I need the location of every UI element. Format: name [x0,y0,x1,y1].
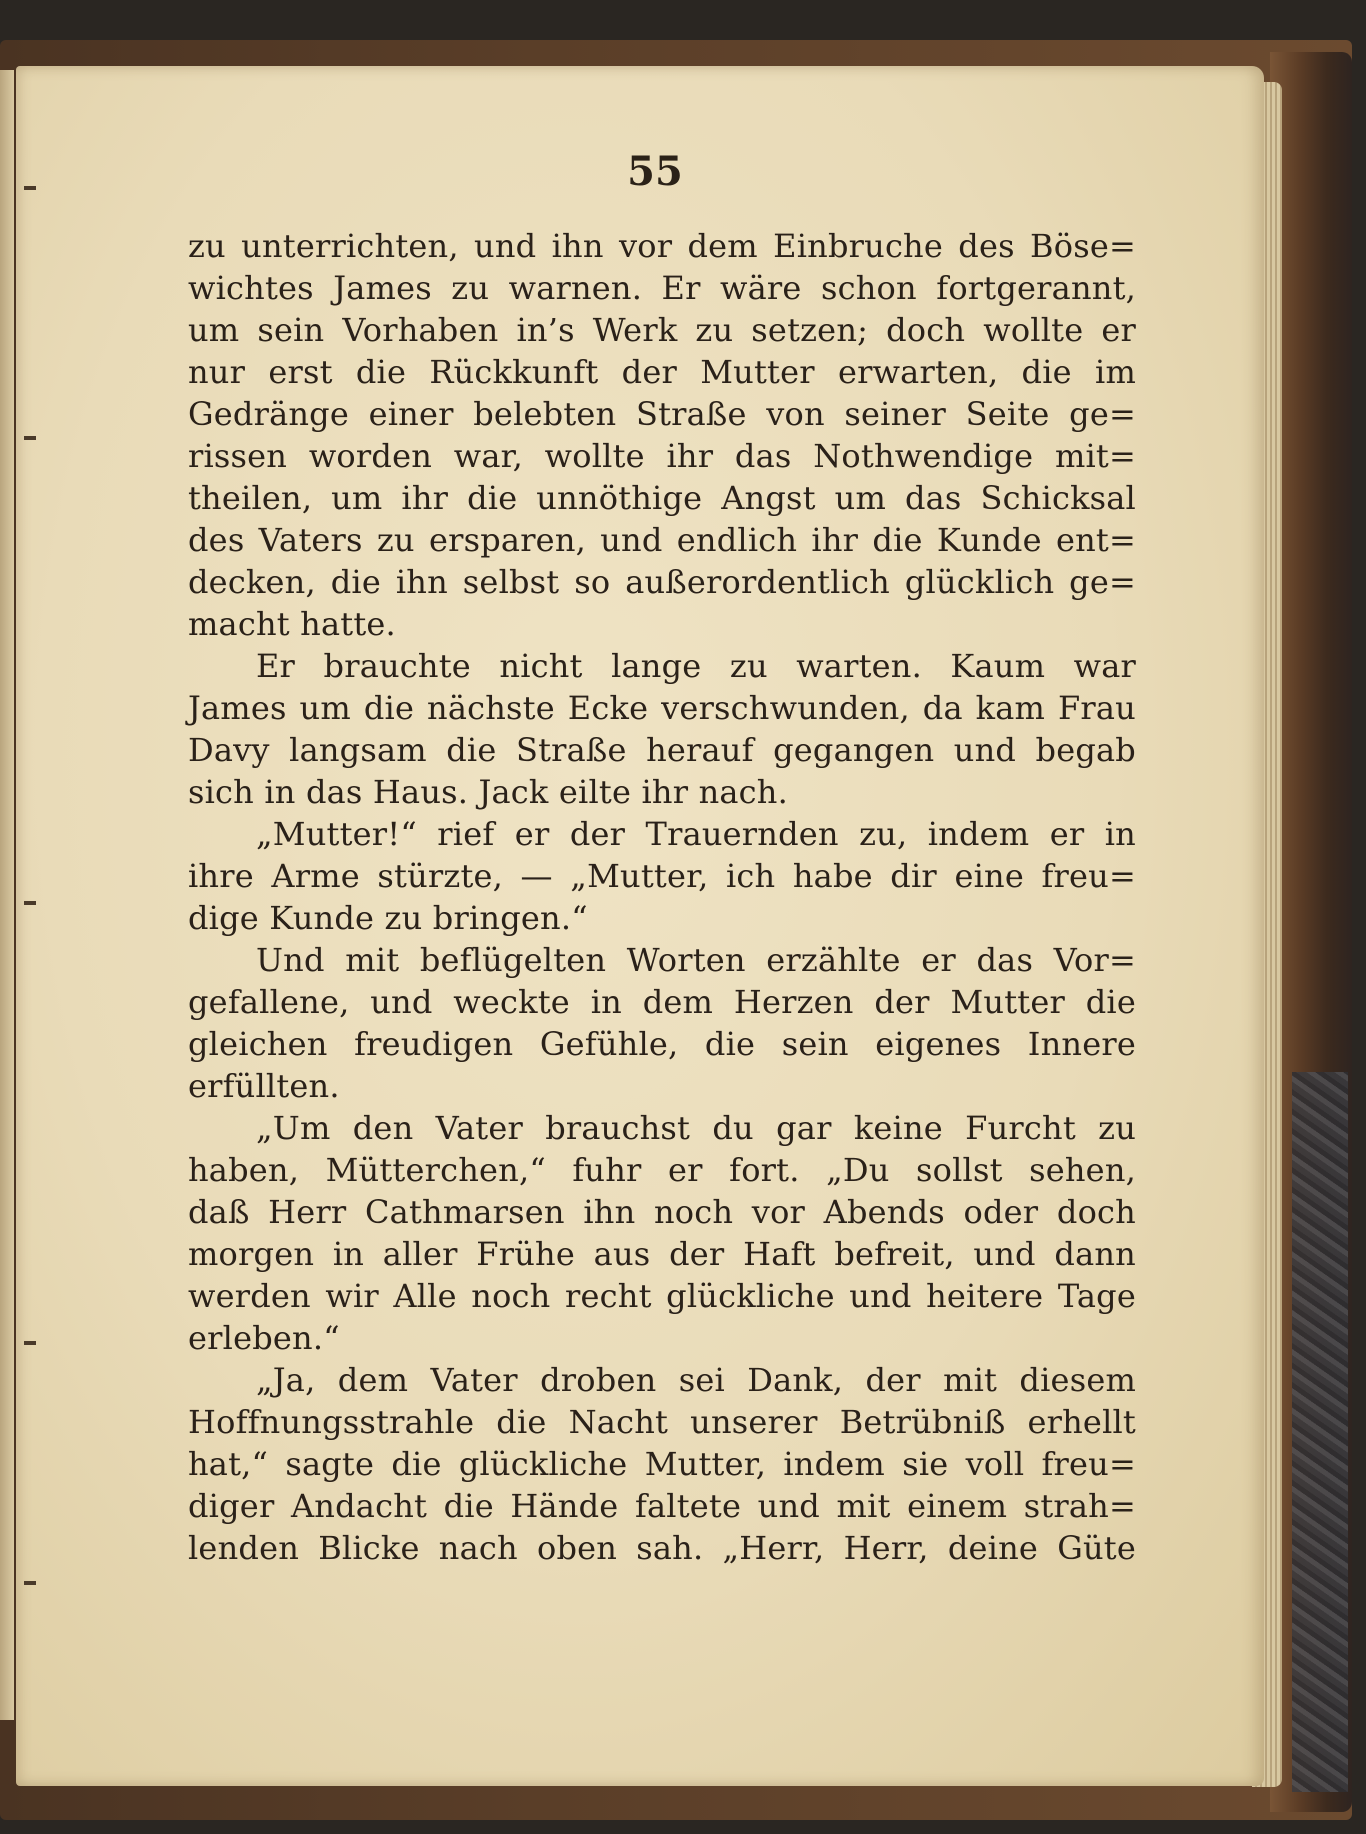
body-text [188,225,1136,1569]
text-line: wichtes James zu warnen. Er wäre schon fortgerannt, [188,269,1136,307]
text-line: Er brauchte nicht lange zu warten. Kaum war [256,647,1136,685]
text-line: Hoffnungsstrahle die Nacht unserer Betrübniß erhellt [188,1403,1136,1441]
text-line: James um die nächste Ecke verschwunden, da kam Frau [188,689,1136,727]
text-line: dige Kunde zu bringen.“ [188,899,588,937]
text-line: decken, die ihn selbst so außerordentlich glücklich ge= [188,563,1136,601]
margin-mark [24,1581,36,1585]
text-line: „Ja, dem Vater droben sei Dank, der mit diesem [256,1361,1136,1399]
text-line: ihre Arme stürzte, — „Mutter, ich habe dir eine freu= [188,857,1136,895]
text-line: rissen worden war, wollte ihr das Nothwendige mit= [188,437,1136,475]
page-number: 55 [627,148,683,195]
text-line: Gedränge einer belebten Straße von seiner Seite ge= [188,395,1136,433]
text-line: gefallene, und weckte in dem Herzen der Mutter die [188,983,1136,1021]
text-line: Und mit beflügelten Worten erzählte er das Vor= [256,941,1136,979]
cover-edge [1270,52,1352,1812]
text-line: gleichen freudigen Gefühle, die sein eigenes Innere [188,1025,1136,1063]
text-line: macht hatte. [188,605,396,643]
text-line: morgen in aller Frühe aus der Haft befreit, und dann [188,1235,1136,1273]
text-line: erfüllten. [188,1067,340,1105]
text-line: theilen, um ihr die unnöthige Angst um das Schicksal [188,479,1136,517]
text-line: „Mutter!“ rief er der Trauernden zu, indem er in [256,815,1136,853]
text-line: nur erst die Rückkunft der Mutter erwarten, die im [188,353,1136,391]
text-line: diger Andacht die Hände faltete und mit einem strah= [188,1487,1136,1525]
text-line: lenden Blicke nach oben sah. „Herr, Herr, deine Güte [188,1529,1136,1567]
text-line: erleben.“ [188,1319,340,1357]
margin-mark [24,901,36,905]
margin-mark [24,436,36,440]
margin-mark [24,1341,36,1345]
text-line: daß Herr Cathmarsen ihn noch vor Abends oder doch [188,1193,1136,1231]
text-line: Davy langsam die Straße herauf gegangen und begab [188,731,1136,769]
text-line: um sein Vorhaben in’s Werk zu setzen; doch wollte er [188,311,1136,349]
text-line: des Vaters zu ersparen, und endlich ihr die Kunde ent= [188,521,1136,559]
text-line: sich in das Haus. Jack eilte ihr nach. [188,773,788,811]
text-line: zu unterrichten, und ihn vor dem Einbruche des Böse= [188,227,1136,265]
left-page-edge [0,70,14,1720]
text-line: werden wir Alle noch recht glückliche und heitere Tage [188,1277,1136,1315]
text-line: „Um den Vater brauchst du gar keine Furcht zu [256,1109,1136,1147]
text-line: haben, Mütterchen,“ fuhr er fort. „Du sollst sehen, [188,1151,1136,1189]
text-line: hat,“ sagte die glückliche Mutter, indem sie voll freu= [188,1445,1136,1483]
